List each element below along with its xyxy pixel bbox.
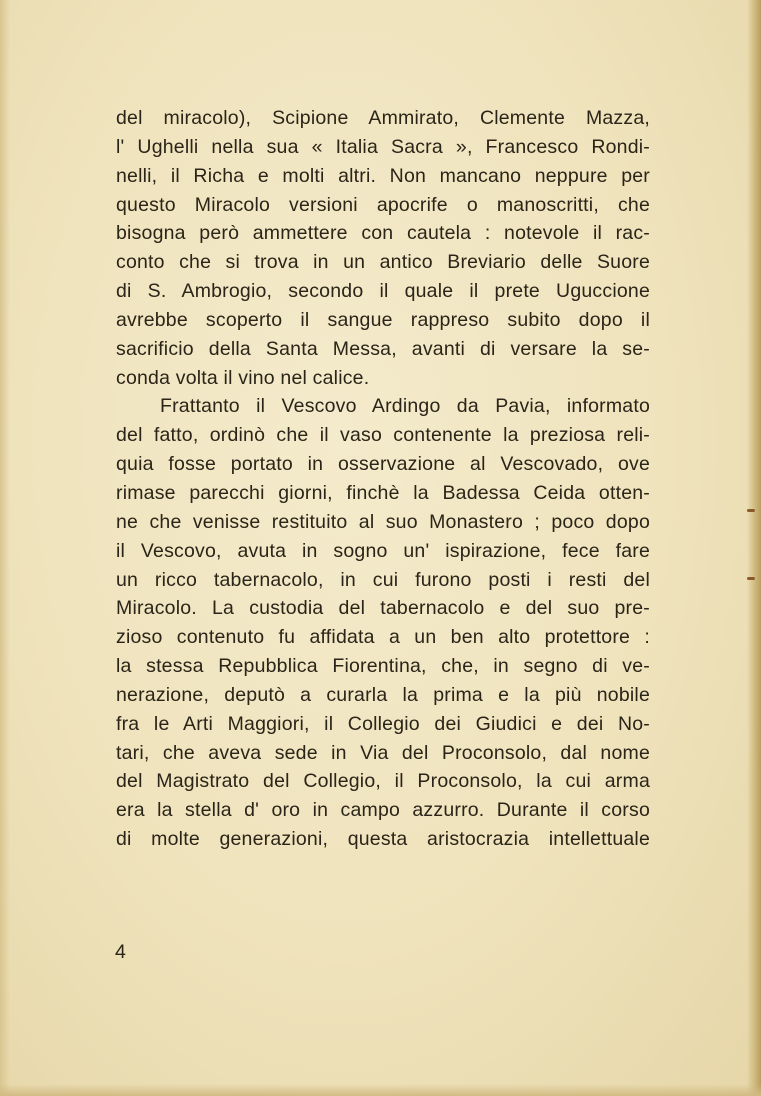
text-line: Miracolo. La custodia del tabernacolo e del suo pre- — [116, 597, 650, 620]
text-line: tari, che aveva sede in Via del Proconsolo, dal nome — [116, 741, 650, 764]
binding-mark — [747, 577, 755, 580]
text-line: avrebbe scoperto il sangue rappreso subito dopo il — [116, 308, 650, 331]
text-line: Frattanto il Vescovo Ardingo da Pavia, informato — [160, 395, 650, 418]
text-line: nelli, il Richa e molti altri. Non mancano neppure per — [116, 164, 650, 187]
text-line: del fatto, ordinò che il vaso contenente la preziosa reli- — [116, 424, 650, 447]
text-line: del Magistrato del Collegio, il Proconsolo, la cui arma — [116, 770, 650, 793]
text-line: fra le Arti Maggiori, il Collegio dei Giudici e dei No- — [116, 712, 650, 735]
paragraph — [116, 104, 650, 392]
paragraph — [116, 392, 650, 854]
text-line: era la stella d' oro in campo azzurro. Durante il corso — [116, 799, 650, 822]
text-line: un ricco tabernacolo, in cui furono posti i resti del — [116, 568, 650, 591]
text-line: sacrificio della Santa Messa, avanti di versare la se- — [116, 337, 650, 360]
binding-mark — [747, 509, 755, 512]
text-line: del miracolo), Scipione Ammirato, Clemente Mazza, — [116, 107, 650, 129]
text-line: il Vescovo, avuta in sogno un' ispirazione, fece fare — [116, 539, 650, 562]
text-line: di S. Ambrogio, secondo il quale il prete Uguccione — [116, 280, 650, 303]
text-line: di molte generazioni, questa aristocrazia intellettuale — [116, 828, 650, 851]
text-line: nerazione, deputò a curarla la prima e la più nobile — [116, 683, 650, 706]
text-line: rimase parecchi giorni, finchè la Badessa Ceida otten- — [116, 481, 650, 504]
page-number: 4 — [115, 941, 126, 963]
text-line: conda volta il vino nel calice. — [116, 366, 370, 389]
page-left-edge — [0, 0, 10, 1096]
body-text — [116, 104, 650, 854]
text-line: quia fosse portato in osservazione al Vescovado, ove — [116, 453, 650, 476]
text-line: la stessa Repubblica Fiorentina, che, in segno di ve- — [116, 655, 650, 678]
page-bottom-edge — [0, 1084, 761, 1096]
text-line: bisogna però ammettere con cautela : notevole il rac- — [116, 222, 650, 245]
text-line: conto che si trova in un antico Breviario delle Suore — [116, 251, 650, 274]
text-line: l' Ughelli nella sua « Italia Sacra », Francesco Rondi- — [116, 135, 650, 158]
text-line: ne che venisse restituito al suo Monastero ; poco dopo — [116, 510, 650, 533]
text-line: questo Miracolo versioni apocrife o manoscritti, che — [116, 193, 650, 216]
page-right-edge — [747, 0, 761, 1096]
text-line: zioso contenuto fu affidata a un ben alto protettore : — [116, 626, 650, 649]
